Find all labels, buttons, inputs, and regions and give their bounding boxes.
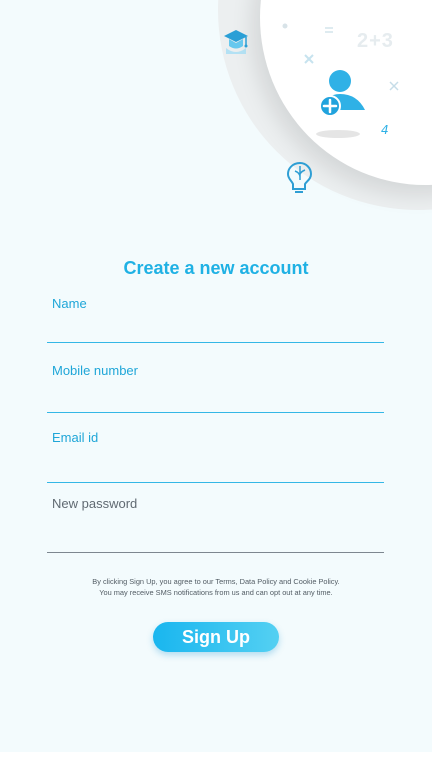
svg-text:4: 4 bbox=[381, 123, 389, 137]
lightbulb-head-icon bbox=[285, 160, 315, 196]
email-label: Email id bbox=[52, 430, 99, 445]
name-underline bbox=[47, 342, 384, 343]
name-label: Name bbox=[52, 296, 87, 311]
math-symbols bbox=[280, 18, 410, 138]
page-title: Create a new account bbox=[123, 258, 309, 278]
sign-up-button[interactable]: Sign Up bbox=[153, 622, 279, 652]
terms-text bbox=[0, 576, 432, 598]
name-input[interactable] bbox=[47, 318, 384, 342]
graduation-cap-icon bbox=[220, 26, 252, 58]
password-label: New password bbox=[52, 496, 138, 511]
email-input[interactable] bbox=[47, 452, 384, 476]
faint-math-text: 2+3 bbox=[357, 30, 394, 52]
terms-line-1: By clicking Sign Up, you agree to our Terms, Data Policy and Cookie Policy. bbox=[92, 577, 340, 586]
password-underline bbox=[47, 552, 384, 553]
terms-line-2: You may receive SMS notifications from us and can opt out at any time. bbox=[99, 588, 333, 597]
bottom-strip bbox=[0, 752, 432, 768]
password-input[interactable] bbox=[47, 518, 384, 542]
email-underline bbox=[47, 482, 384, 483]
mobile-number-label: Mobile number bbox=[52, 363, 138, 378]
mobile-number-underline bbox=[47, 412, 384, 413]
mobile-number-input[interactable] bbox=[47, 385, 384, 409]
